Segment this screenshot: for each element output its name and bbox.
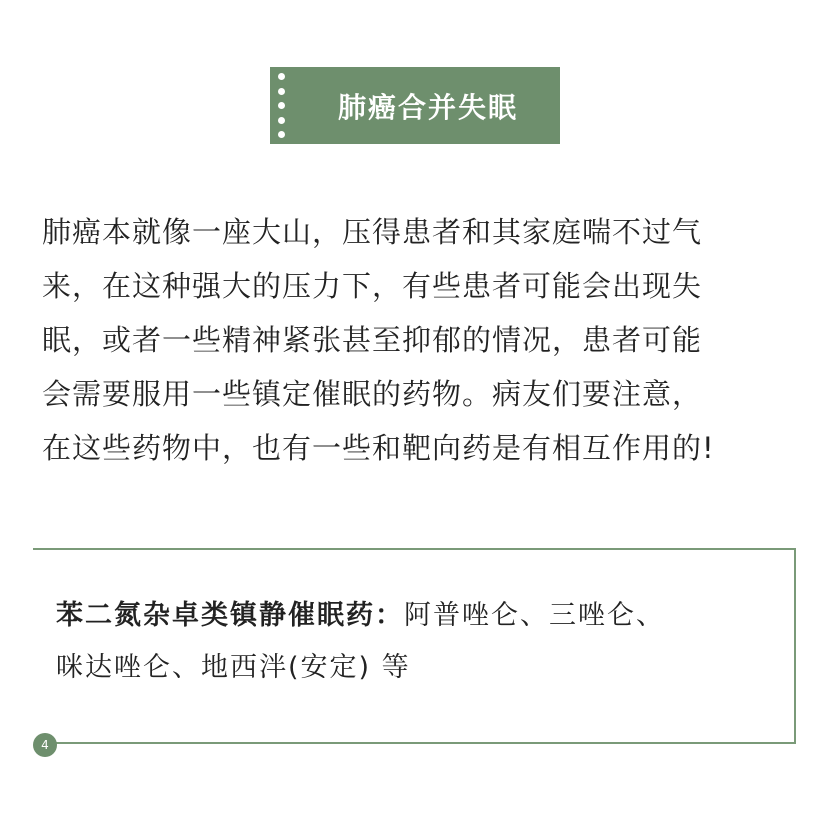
dot-icon: [278, 73, 285, 80]
drug-list-part1: 阿普唑仑、三唑仑、: [404, 600, 665, 631]
drug-list-part2: 咪达唑仑、地西泮(安定) 等: [56, 652, 411, 683]
drug-category-label: 苯二氮杂卓类镇静催眠药：: [56, 600, 404, 631]
intro-paragraph: [42, 205, 792, 475]
dot-icon: [278, 117, 285, 124]
drug-line-1: [56, 590, 776, 642]
intro-line: 眠，或者一些精神紧张甚至抑郁的情况，患者可能: [42, 323, 703, 357]
dot-icon: [278, 102, 285, 109]
title-badge: [270, 67, 560, 144]
decorative-dots: [276, 73, 286, 138]
dot-icon: [278, 131, 285, 138]
frame-right-line: [794, 548, 796, 742]
frame-bottom-line: [55, 742, 796, 744]
intro-line: 在这些药物中，也有一些和靶向药是有相互作用的!: [42, 431, 715, 465]
dot-icon: [278, 88, 285, 95]
page-number-badge: 4: [33, 733, 57, 757]
intro-line: 肺癌本就像一座大山，压得患者和其家庭喘不过气: [42, 215, 703, 249]
drug-info-block: [56, 590, 776, 694]
intro-line: 会需要服用一些镇定催眠的药物。病友们要注意，: [42, 377, 703, 411]
page-title: 肺癌合并失眠: [337, 90, 518, 124]
intro-line: 来，在这种强大的压力下，有些患者可能会出现失: [42, 269, 703, 303]
frame-top-line: [33, 548, 796, 550]
